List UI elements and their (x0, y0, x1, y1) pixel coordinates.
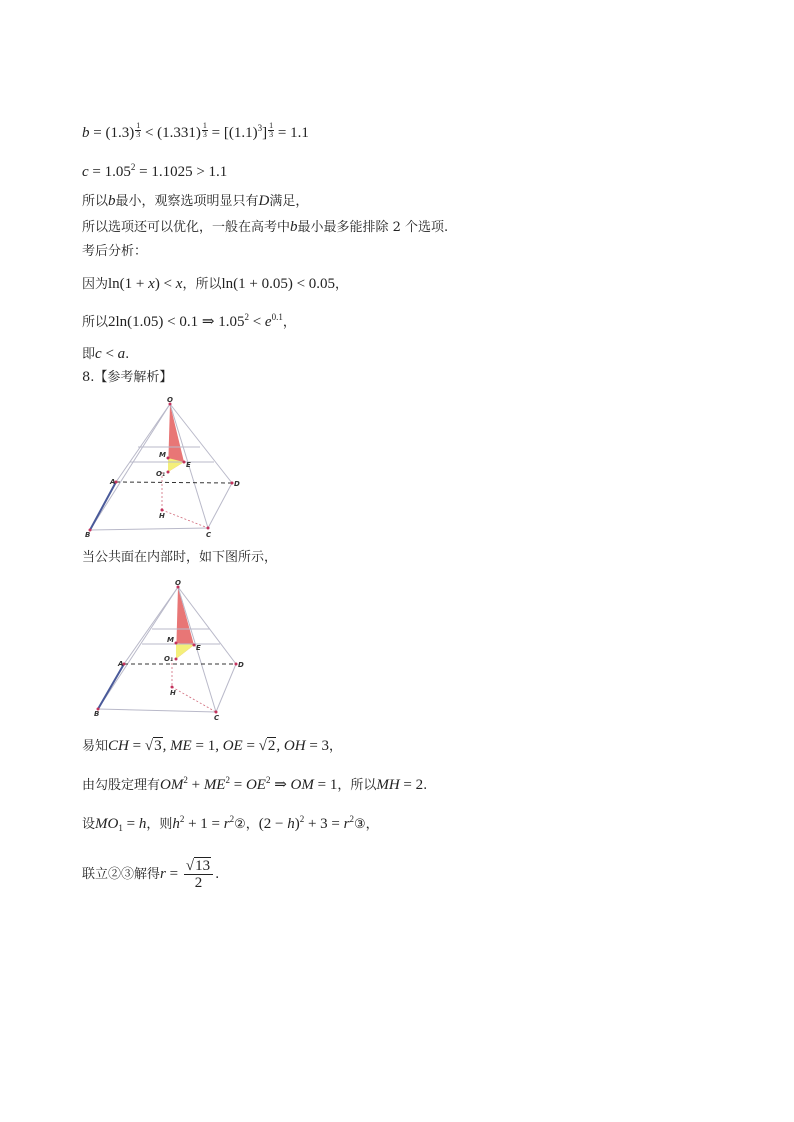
vertex-dots-2 (97, 586, 238, 714)
optimize-line: 所以选项还可以优化，一般在高考中b最小最多能排除 2 个选项. (82, 219, 449, 235)
label-d: D (234, 480, 240, 488)
analysis-heading: 考后分析： (82, 244, 148, 259)
pyramid-edges-2 (98, 587, 236, 712)
label-a-2: A (118, 660, 124, 668)
label-b: B (85, 531, 91, 539)
inside-caption: 当公共面在内部时，如下图所示， (82, 550, 278, 565)
solution-line: 联立②③解得r = $\frac{√13}{2}$ . (82, 858, 220, 891)
edge-ab-2 (98, 664, 124, 709)
label-c-2: C (214, 714, 220, 722)
section-8-heading: 8.【参考解析】 (82, 370, 173, 385)
ln-implication-line: 所以2ln(1.05) < 0.1 ⇒ $1.05^2 < e^{0.1}$， (82, 312, 296, 330)
label-m: M (159, 451, 166, 459)
c-value-line: $c = 1.05^2 = 1.1025 > 1.1$ (82, 162, 228, 180)
edge-ab (90, 482, 116, 530)
label-o-2: O (175, 579, 181, 587)
pyramid-figure-2 (90, 575, 250, 723)
label-c: C (206, 531, 212, 539)
label-h-2: H (170, 689, 176, 697)
label-m-2: M (167, 636, 174, 644)
pythagorean-line: 由勾股定理有$OM^2 + ME^2 = OE^2$ ⇒ OM = 1，所以MH = 2. (82, 775, 428, 793)
label-e-2: E (196, 644, 201, 652)
label-o1: O₁ (156, 470, 166, 478)
setup-line: 设$MO_1 = h$，则$h^2 + 1$ = $r^2②$，$(2 - h)^2 + 3$ = $r^2③$， (82, 814, 379, 833)
label-o1-2: O₁ (164, 655, 174, 663)
label-d-2: D (238, 661, 244, 669)
yellow-triangle-2 (176, 643, 194, 659)
edge-ad (116, 482, 232, 483)
b-minimum-line: 所以b最小，观察选项明显只有D满足， (82, 193, 309, 209)
label-b-2: B (94, 710, 100, 718)
ln-inequality-line: 因为ln(1 + x) < x，所以ln(1 + 0.05) < 0.05， (82, 276, 349, 292)
conclusion-line: 即c < a. (82, 346, 130, 362)
b-inequality-line: b = (1.3) $\frac{1}{3}$ < (1.331) $\frac{1}{3}$ = $[(1.1)^3]$ $\frac{1}{3}$ = 1.1 (82, 121, 309, 141)
inner-dashes-2 (172, 659, 216, 712)
known-values-line: 易知CH = √3, ME = 1, OE = √2, OH = 3， (82, 738, 343, 754)
label-o: O (167, 396, 173, 404)
pyramid-figure-1 (82, 392, 262, 542)
label-e: E (186, 461, 191, 469)
label-a: A (110, 478, 116, 486)
label-h: H (159, 512, 165, 520)
inner-dashes (162, 472, 208, 528)
